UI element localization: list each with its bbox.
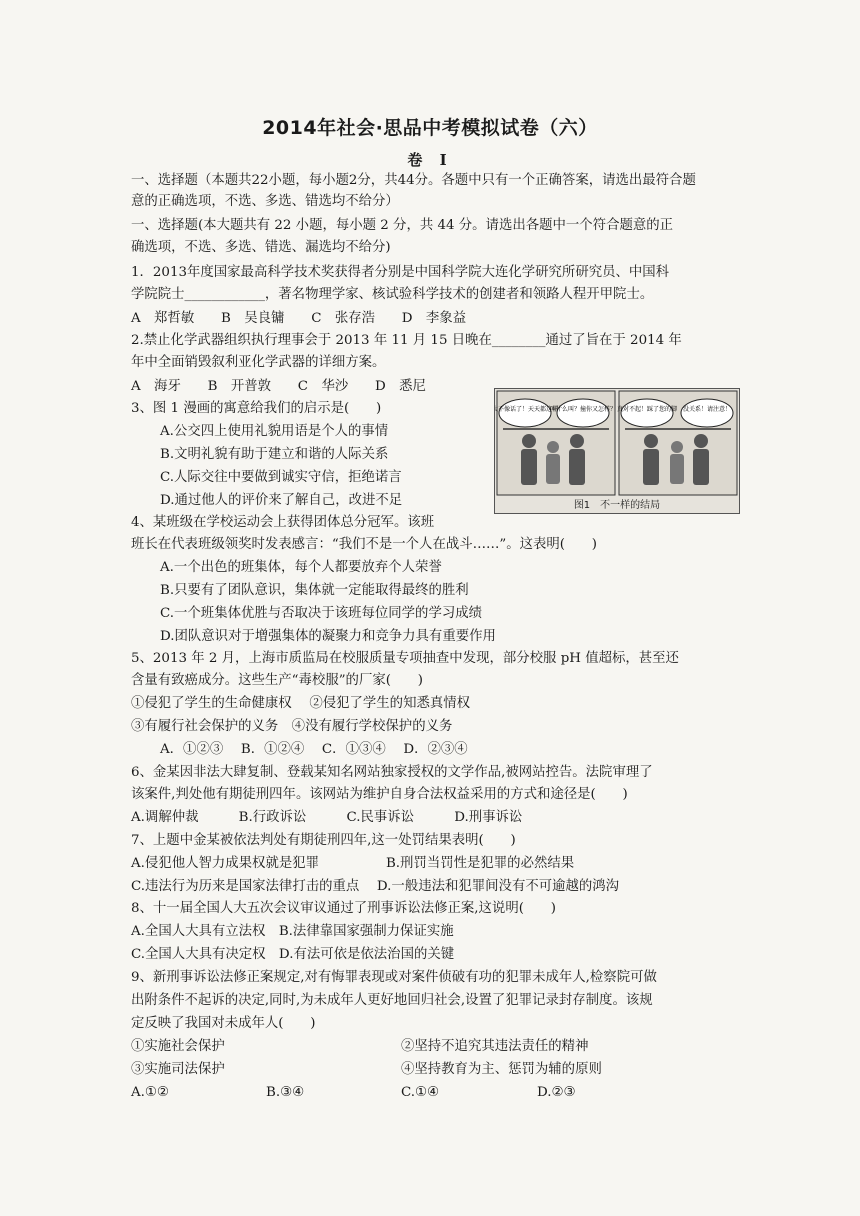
- text-line: 出附条件不起诉的决定,同时,为未成年人更好地回归社会,设置了犯罪记录封存制度。该规: [131, 993, 653, 1008]
- text-line: A.调解仲裁 B.行政诉讼 C.民事诉讼 D.刑事诉讼: [131, 810, 523, 825]
- text-line: 6、金某因非法大肆复制、登载某知名网站独家授权的文学作品,被网站控告。法院审理了: [131, 765, 653, 780]
- text-line: 5、2013 年 2 月，上海市质监局在校服质量专项抽查中发现，部分校服 pH 值超标，甚至还: [131, 651, 679, 666]
- comic-bubble-4: 没关系！请注意！: [682, 406, 732, 413]
- text-line: B.文明礼貌有助于建立和谐的人际关系: [160, 447, 389, 462]
- comic-bubble-3: 真对不起！踩了您的脚: [616, 406, 678, 413]
- text-line: 8、十一届全国人大五次会议审议通过了刑事诉讼法修正案,这说明( ): [131, 901, 556, 916]
- page-title: 2014年社会·思品中考模拟试卷（六）: [262, 117, 598, 139]
- text-line: A.侵犯他人智力成果权就是犯罪 B.刑罚当罚性是犯罪的必然结果: [131, 856, 575, 871]
- text-line: 一、选择题(本大题共有 22 小题，每小题 2 分，共 44 分。请选出各题中一个符合题意的正: [131, 218, 674, 233]
- text-line: 1．2013年度国家最高科学技术奖获得者分别是中国科学院大连化学研究所研究员、中国科: [131, 265, 670, 280]
- text-line: ④坚持教育为主、惩罚为辅的原则: [401, 1062, 602, 1077]
- figure-caption: 图1 不一样的结局: [573, 500, 661, 511]
- text-line: D.通过他人的评价来了解自己，改进不足: [160, 493, 403, 508]
- text-line: 定反映了我国对未成年人( ): [131, 1016, 316, 1031]
- comic-bubble-2: 叫什么叫？撞你又怎样？: [549, 406, 617, 413]
- text-line: A.一个出色的班集体，每个人都要放弃个人荣誉: [160, 560, 442, 575]
- text-line: ②坚持不追究其违法责任的精神: [401, 1039, 589, 1054]
- text-line: 一、选择题（本题共22小题，每小题2分，共44分。各题中只有一个正确答案，请选出最符合题: [131, 173, 696, 188]
- text-line: C.违法行为历来是国家法律打击的重点 D.一般违法和犯罪间没有不可逾越的鸿沟: [131, 879, 620, 894]
- text-line: C.一个班集体优胜与否取决于该班每位同学的学习成绩: [160, 606, 483, 621]
- text-line: C.全国人大具有决定权 D.有法可依是依法治国的关键: [131, 947, 455, 962]
- section-subtitle: 卷 Ⅰ: [407, 151, 453, 169]
- text-line: B.只要有了团队意识，集体就一定能取得最终的胜利: [160, 583, 469, 598]
- text-line: 2.禁止化学武器组织执行理事会于 2013 年 11 月 15 日晚在________通过了旨在于 2014 年: [131, 333, 682, 348]
- text-line: ①实施社会保护: [131, 1039, 225, 1054]
- text-line: B.③④: [266, 1085, 305, 1100]
- text-line: 9、新刑事诉讼法修正案规定,对有悔罪表现或对案件侦破有功的犯罪未成年人,检察院可做: [131, 970, 657, 985]
- text-line: 年中全面销毁叙利亚化学武器的详细方案。: [131, 355, 386, 370]
- text-line: C.人际交往中要做到诚实守信，拒绝诺言: [160, 470, 402, 485]
- text-line: 确选项，不选、多选、错选、漏选均不给分): [131, 240, 391, 255]
- text-line: ①侵犯了学生的生命健康权 ②侵犯了学生的知悉真情权: [131, 696, 471, 711]
- text-line: 3、图 1 漫画的寓意给我们的启示是( ): [131, 401, 382, 416]
- text-line: 4、某班级在学校运动会上获得团体总分冠军。该班: [131, 515, 435, 530]
- text-line: D.②③: [537, 1085, 576, 1100]
- comic-bubble-1: 太不像话了！天天都这样: [495, 406, 559, 413]
- text-line: 意的正确选项，不选、多选、错选均不给分）: [131, 194, 399, 209]
- text-line: A.全国人大具有立法权 B.法律靠国家强制力保证实施: [131, 924, 454, 939]
- text-line: A 郑哲敏 B 吴良镛 C 张存浩 D 李象益: [131, 311, 467, 326]
- text-line: ③有履行社会保护的义务 ④没有履行学校保护的义务: [131, 719, 453, 734]
- text-line: C.①④: [401, 1085, 440, 1100]
- text-line: 7、上题中金某被依法判处有期徒刑四年,这一处罚结果表明( ): [131, 833, 516, 848]
- text-line: A 海牙 B 开普敦 C 华沙 D 悉尼: [131, 379, 426, 394]
- text-line: A．①②③ B．①②④ C．①③④ D．②③④: [160, 742, 468, 757]
- text-line: 学院院士____________，著名物理学家、核试验科学技术的创建者和领路人程开甲院士。: [131, 287, 654, 302]
- comic-figure: [494, 388, 740, 514]
- text-line: 含量有致癌成分。这些生产“毒校服”的厂家( ): [131, 673, 423, 688]
- text-line: A.公交四上使用礼貌用语是个人的事情: [160, 424, 389, 439]
- text-line: ③实施司法保护: [131, 1062, 225, 1077]
- text-line: 该案件,判处他有期徒刑四年。该网站为维护自身合法权益采用的方式和途径是( ): [131, 787, 628, 802]
- text-line: 班长在代表班级领奖时发表感言：“我们不是一个人在战斗……”。这表明( ): [131, 537, 598, 552]
- comic-illustration: [495, 389, 739, 499]
- text-line: D.团队意识对于增强集体的凝聚力和竞争力具有重要作用: [160, 629, 496, 644]
- text-line: A.①②: [131, 1085, 169, 1100]
